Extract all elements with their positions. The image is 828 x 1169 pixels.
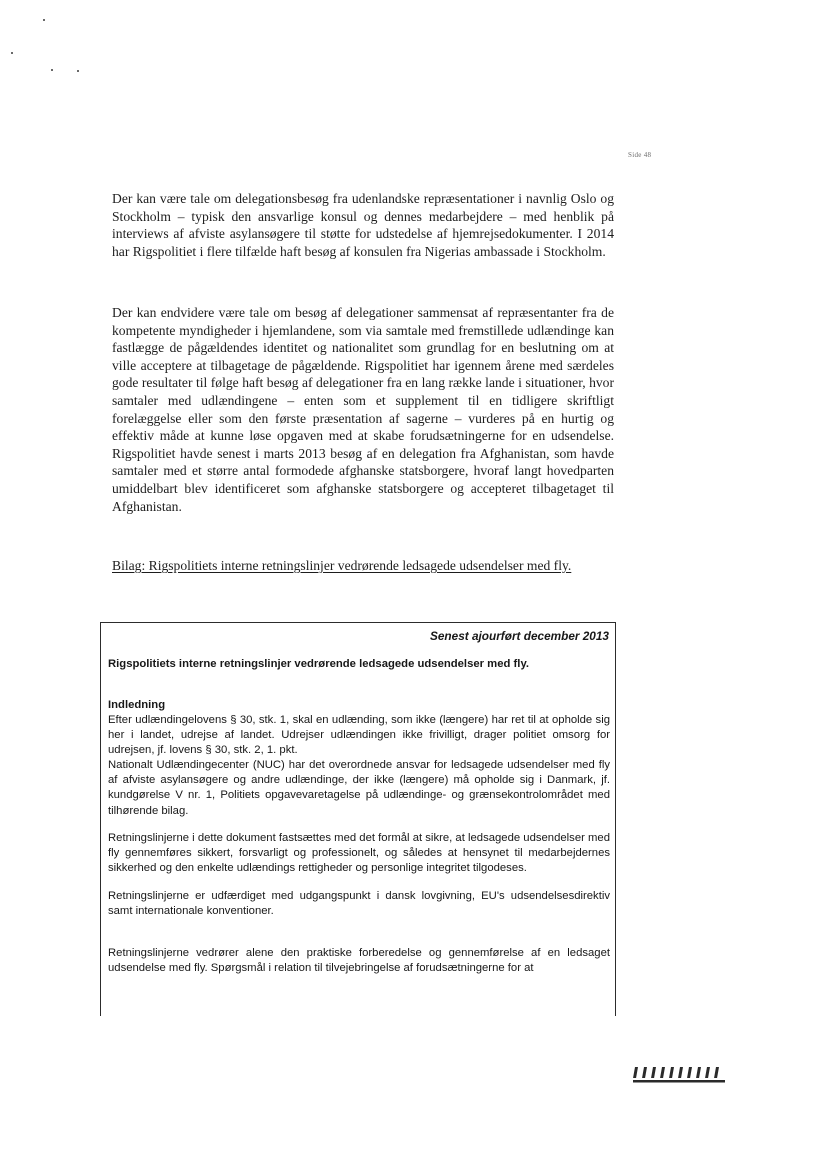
scan-speck	[77, 70, 79, 72]
guidelines-paragraph: Efter udlændingelovens § 30, stk. 1, skal en udlænding, som ikke (længere) har ret til at opholde sig her i landet, udrejse af landet. Udrejser udlændingen ikke frivilligt, drager politiet omsorg for udrejsen, jf. lovens § 30, stk. 2, 1. pkt.	[108, 714, 610, 757]
body-paragraph: Der kan være tale om delegationsbesøg fra udenlandske repræsentationer i navnlig Oslo og Stockholm – typisk den ansvarlige konsul og dennes medarbejdere – med henblik på interviews af afviste asylansøgere til støtte for udstedelse af hjemrejsedokumenter. I 2014 har Rigspolitiet i flere tilfælde haft besøg af konsulen fra Nigerias ambassade i Stockholm.	[112, 191, 614, 259]
guidelines-paragraph: Retningslinjerne er udfærdiget med udgangspunkt i dansk lovgivning, EU's udsendelsesdirektiv samt internationale konventioner.	[108, 890, 610, 918]
scan-speck	[43, 19, 45, 21]
guidelines-paragraph: Retningslinjerne vedrører alene den praktiske forberedelse og gennemførelse af en ledsaget udsendelse med fly. Spørgsmål i relation til tilvejebringelse af forudsætningerne for at	[108, 947, 610, 975]
guidelines-title: Rigspolitiets interne retningslinjer vedrørende ledsagede udsendelser med fly.	[108, 658, 530, 670]
section-heading: Indledning	[108, 699, 166, 711]
guidelines-box	[100, 622, 616, 1016]
scan-barcode-mark	[633, 1067, 725, 1083]
last-updated-label: Senest ajourført december 2013	[430, 629, 609, 643]
scan-speck	[11, 52, 13, 54]
attachment-heading: Bilag: Rigspolitiets interne retningslinjer vedrørende ledsagede udsendelser med fly.	[112, 558, 572, 573]
guidelines-paragraph: Retningslinjerne i dette dokument fastsættes med det formål at sikre, at ledsagede udsendelser med fly gennemføres sikkert, forsvarligt og professionelt, og således at hensynet til medarbejdernes sikkerhed og den enkelte udlændings rettigheder og personlige integritet tilgodeses.	[108, 832, 610, 875]
page-number: Side 48	[628, 151, 652, 159]
guidelines-paragraph: Nationalt Udlændingecenter (NUC) har det overordnede ansvar for ledsagede udsendelser med fly af afviste asylansøgere og andre udlændinge, der ikke (længere) må opholde sig i Danmark, jf. kundgørelse V nr. 1, Politiets opgavevaretagelse på udlændinge- og grænsekontrolområdet med tilhørende bilag.	[108, 759, 610, 817]
body-paragraph: Der kan endvidere være tale om besøg af delegationer sammensat af repræsentanter fra de kompetente myndigheder i hjemlandene, som via samtale med fremstillede udlændinge kan fastlægge de pågældendes identitet og nationalitet som grundlag for en beslutning om at ville acceptere at tilbagetage de pågældende. Rigspolitiet har igennem årene med særdeles gode resultater til følge haft besøg af delegationer fra en lang række lande i situationer, hvor samtaler med udlændingene – enten som et supplement til en tidligere skriftligt forelæggelse eller som den første præsentation af sagerne – vurderes på en hurtig og effektiv måde at kunne løse opgaven med at skabe forudsætningerne for en udsendelse. Rigspolitiet havde senest i marts 2013 besøg af en delegation fra Afghanistan, som havde samtaler med et større antal formodede afghanske statsborgere, hvoraf langt hovedparten umiddelbart blev identificeret som afghanske statsborgere og accepteret tilbagetaget til Afghanistan.	[112, 305, 614, 514]
scan-speck	[51, 69, 53, 71]
